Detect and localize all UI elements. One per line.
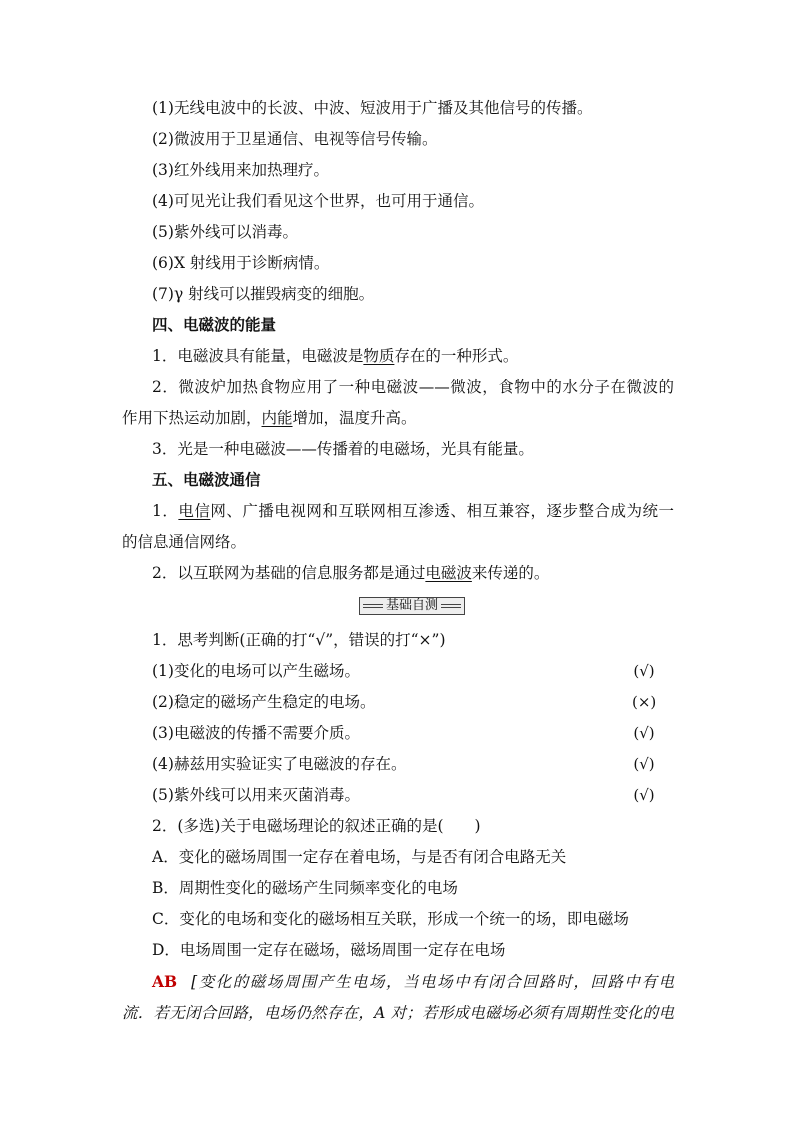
q1-item-3: (3)电磁波的传播不需要介质。 — [152, 724, 360, 742]
blank-answer: 内能 — [261, 409, 293, 427]
blank-answer: 电磁波 — [425, 564, 472, 582]
section4-para-3: 3．光是一种电磁波——传播着的电磁场，光具有能量。 — [152, 440, 534, 458]
use-item-4: (4)可见光让我们看见这个世界，也可用于通信。 — [152, 192, 484, 210]
use-item-5: (5)紫外线可以消毒。 — [152, 223, 298, 241]
q2-stem: 2．(多选)关于电磁场理论的叙述正确的是( ) — [152, 817, 481, 835]
q1-item-2: (2)稳定的磁场产生稳定的电场。 — [152, 693, 376, 711]
use-item-7: (7)γ 射线可以摧毁病变的细胞。 — [152, 285, 375, 303]
q2-explanation-line2: 流．若无闭合回路，电场仍然存在，A 对；若形成电磁场必须有周期性变化的电 — [122, 1004, 674, 1022]
q1-mark-3: (√) — [633, 724, 655, 742]
section4-para-2-line1: 2．微波炉加热食物应用了一种电磁波——微波，食物中的水分子在微波的 — [152, 378, 674, 396]
q1-item-5: (5)紫外线可以用来灭菌消毒。 — [152, 786, 360, 804]
q1-mark-1: (√) — [633, 662, 655, 680]
use-item-3: (3)红外线用来加热理疗。 — [152, 161, 329, 179]
q1-mark-2: (×) — [632, 693, 657, 711]
q2-option-c: C．变化的电场和变化的磁场相互关联，形成一个统一的场，即电磁场 — [152, 910, 629, 928]
use-item-2: (2)微波用于卫星通信、电视等信号传输。 — [152, 130, 438, 148]
q2-option-a: A．变化的磁场周围一定存在着电场，与是否有闭合电路无关 — [152, 848, 567, 866]
q2-option-b: B．周期性变化的磁场产生同频率变化的电场 — [152, 879, 458, 897]
q1-stem: 1．思考判断(正确的打“√”，错误的打“×”) — [152, 631, 446, 649]
section5-heading: 五、电磁波通信 — [152, 470, 261, 489]
q1-mark-5: (√) — [633, 786, 655, 804]
section5-para-1-line1: 1．电信网、广播电视网和互联网相互渗透、相互兼容，逐步整合成为统一 — [152, 502, 674, 520]
section5-para-2: 2．以互联网为基础的信息服务都是通过电磁波来传递的。 — [152, 564, 550, 582]
section5-para-1-line2: 的信息通信网络。 — [122, 533, 247, 551]
use-item-1: (1)无线电波中的长波、中波、短波用于广播及其他信号的传播。 — [152, 99, 593, 117]
section4-para-1: 1．电磁波具有能量，电磁波是物质存在的一种形式。 — [152, 347, 519, 365]
q2-answer: AB — [152, 972, 178, 991]
q1-mark-4: (√) — [633, 755, 655, 773]
q1-item-1: (1)变化的电场可以产生磁场。 — [152, 662, 360, 680]
use-item-6: (6)X 射线用于诊断病情。 — [152, 254, 330, 272]
self-test-banner — [359, 597, 465, 615]
section4-para-2-line2: 作用下热运动加剧，内能增加，温度升高。 — [122, 409, 417, 427]
blank-answer: 物质 — [363, 347, 395, 365]
q2-explanation-line1: AB [变化的磁场周围产生电场，当电场中有闭合回路时，回路中有电 — [152, 972, 674, 991]
blank-answer: 电信 — [178, 502, 211, 520]
section4-heading: 四、电磁波的能量 — [152, 315, 277, 334]
q1-item-4: (4)赫兹用实验证实了电磁波的存在。 — [152, 755, 407, 773]
q2-option-d: D．电场周围一定存在磁场，磁场周围一定存在电场 — [152, 941, 506, 959]
banner-label: 基础自测 — [386, 598, 439, 613]
